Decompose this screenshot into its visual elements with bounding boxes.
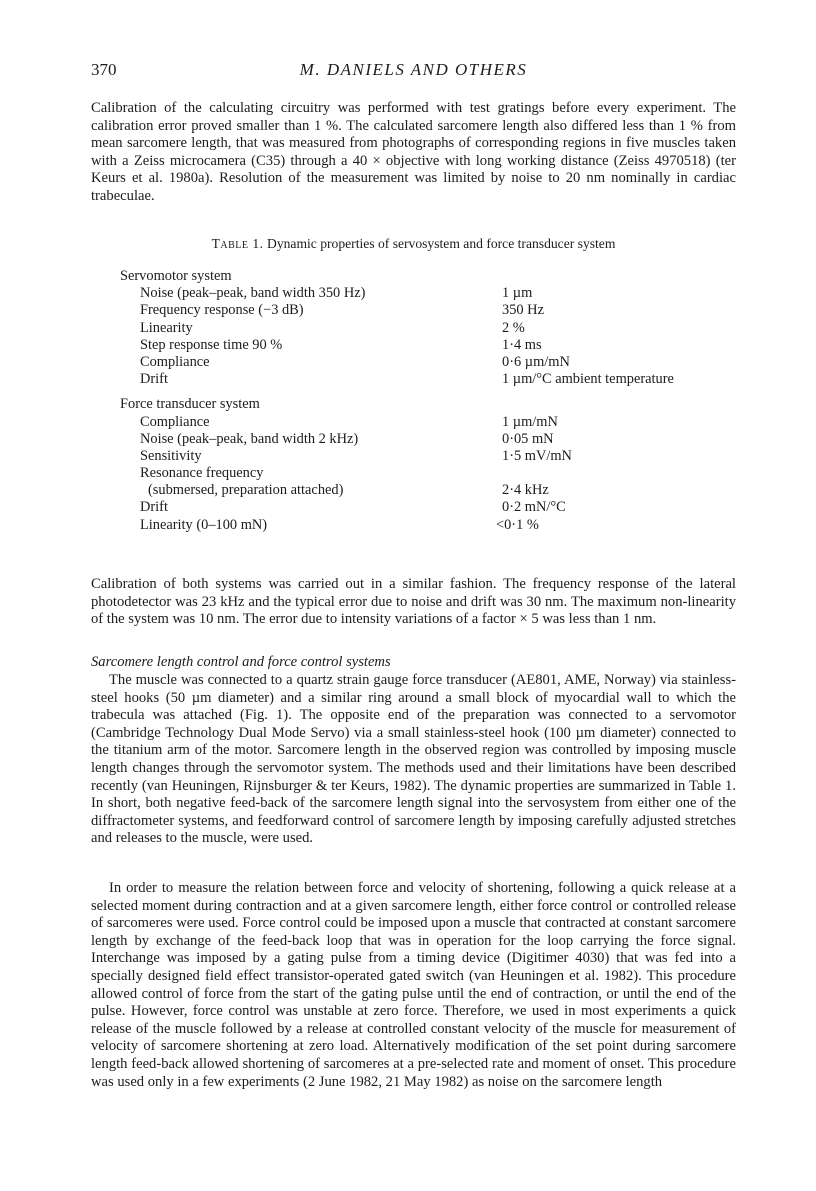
row-label: Resonance frequency bbox=[140, 465, 264, 482]
table-row bbox=[120, 354, 740, 371]
row-label: Sensitivity bbox=[140, 447, 202, 464]
row-label: Linearity (0–100 mN) bbox=[140, 516, 268, 533]
table-row bbox=[120, 482, 740, 499]
calibration-paragraph: Calibration of both systems was carried out in a similar fashion. The frequency response of the lateral photodetector was 23 kHz and the typical error due to noise and drift was 30 nm. The maximum non-linearity of the system was 10 nm. The error due to intensity variations of a factor × 5 was less than 1 nm. bbox=[91, 576, 736, 628]
table-row bbox=[120, 448, 740, 465]
row-label: Noise (peak–peak, band width 2 kHz) bbox=[140, 430, 359, 447]
row-value: 1 µm/mN bbox=[502, 413, 558, 430]
group-title: Servomotor system bbox=[120, 268, 232, 284]
table-row bbox=[120, 337, 740, 354]
row-value: <0·1 % bbox=[496, 516, 539, 533]
row-value: 350 Hz bbox=[502, 302, 544, 319]
row-label: Linearity bbox=[140, 319, 193, 336]
row-value: 2·4 kHz bbox=[502, 482, 549, 499]
table-caption-text: Dynamic properties of servosystem and force transducer system bbox=[267, 236, 616, 251]
row-value: 1 µm/°C ambient temperature bbox=[502, 371, 674, 388]
table-row bbox=[120, 285, 740, 302]
table-label: Table 1. bbox=[211, 236, 264, 251]
row-label: (submersed, preparation attached) bbox=[148, 482, 344, 499]
table-group-title bbox=[120, 268, 740, 285]
row-label: Drift bbox=[140, 499, 168, 516]
body-paragraph: The muscle was connected to a quartz strain gauge force transducer (AE801, AME, Norway) via stainless-steel hooks (50 µm diameter) and a similar ring around a small block of myocardial wall to which the trabecula was attached (Fig. 1). The opposite end of the preparation was connected to a servomotor (Cambridge Technology Dual Mode Servo) via a small stainless-steel hook (100 µm diameter) connected to the titanium arm of the motor. Sarcomere length in the observed region was controlled by imposing muscle length changes through the servomotor system. The methods used and their limitations have been described recently (van Heuningen, Rijnsburger & ter Keurs, 1982). The dynamic properties are summarized in Table 1. In short, both negative feed-back of the sarcomere length signal into the servosystem from either one of the diffractometer systems, and feedforward control of sarcomere length by imposing carefully adjusted stretches and releases to the muscle, were used. bbox=[91, 672, 736, 847]
row-label: Compliance bbox=[140, 413, 210, 430]
table-row bbox=[120, 465, 740, 482]
row-label: Noise (peak–peak, band width 350 Hz) bbox=[140, 285, 366, 302]
row-value: 2 % bbox=[502, 319, 525, 336]
row-value: 1 µm bbox=[502, 285, 533, 302]
table-caption bbox=[91, 236, 736, 252]
row-value: 0·05 mN bbox=[502, 430, 554, 447]
table-row bbox=[120, 320, 740, 337]
properties-table bbox=[120, 268, 740, 534]
row-label: Drift bbox=[140, 371, 168, 388]
row-label: Step response time 90 % bbox=[140, 336, 283, 353]
table-group-title bbox=[120, 396, 740, 413]
row-label: Compliance bbox=[140, 353, 210, 370]
table-row bbox=[120, 499, 740, 516]
row-value: 1·4 ms bbox=[502, 336, 542, 353]
group-title: Force transducer system bbox=[120, 396, 260, 413]
table-row bbox=[120, 517, 740, 534]
row-label: Frequency response (−3 dB) bbox=[140, 302, 304, 319]
page-header bbox=[91, 60, 736, 84]
table-group-gap bbox=[120, 388, 740, 396]
row-value: 0·6 µm/mN bbox=[502, 353, 570, 370]
running-title: M. DANIELS AND OTHERS bbox=[299, 60, 528, 79]
row-value: 0·2 mN/°C bbox=[502, 499, 566, 516]
intro-paragraph: Calibration of the calculating circuitry was performed with test gratings before every experiment. The calibration error proved smaller than 1 %. The calculated sarcomere length also differed less than 1 % from mean sarcomere length, that was measured from photographs of corresponding regions in five muscles taken with a Zeiss microcamera (C35) through a 40 × objective with long working distance (Zeiss 4970518) (ter Keurs et al. 1980a). Resolution of the measurement was limited by noise to 20 nm nominally in cardiac trabeculae. bbox=[91, 100, 736, 204]
section-heading: Sarcomere length control and force control systems bbox=[91, 654, 391, 670]
body-paragraph: In order to measure the relation between force and velocity of shortening, following a quick release at a selected moment during contraction and at a given sarcomere length, either force control or controlled release of sarcomeres were used. Force control could be imposed upon a muscle that contracted at constant sarcomere length by exchange of the feed-back loop that was in operation for the loop carrying the force signal. Interchange was imposed by a gating pulse from a timing device (Digitimer 4030) that was fed into a specially designed field effect transistor-operated gated switch (van Heuningen et al. 1982). This procedure allowed control of force from the start of the gating pulse until the end of contraction, or until the end of the pulse. However, force control was unstable at zero force. Therefore, we used in most experiments a quick release of the muscle followed by a release at controlled constant velocity of the muscle for measurement of velocity of sarcomere shortening at zero load. Alternatively modification of the set point during sarcomere length feed-back allowed shortening of sarcomeres at a pre-selected rate and moment of onset. This procedure was used only in a few experiments (2 June 1982, 21 May 1982) as noise on the sarcomere length bbox=[91, 880, 736, 1090]
row-value: 1·5 mV/mN bbox=[502, 447, 572, 464]
table-row bbox=[120, 414, 740, 431]
table-row bbox=[120, 431, 740, 448]
table-row bbox=[120, 371, 740, 388]
table-row bbox=[120, 302, 740, 319]
page-number: 370 bbox=[91, 60, 117, 79]
